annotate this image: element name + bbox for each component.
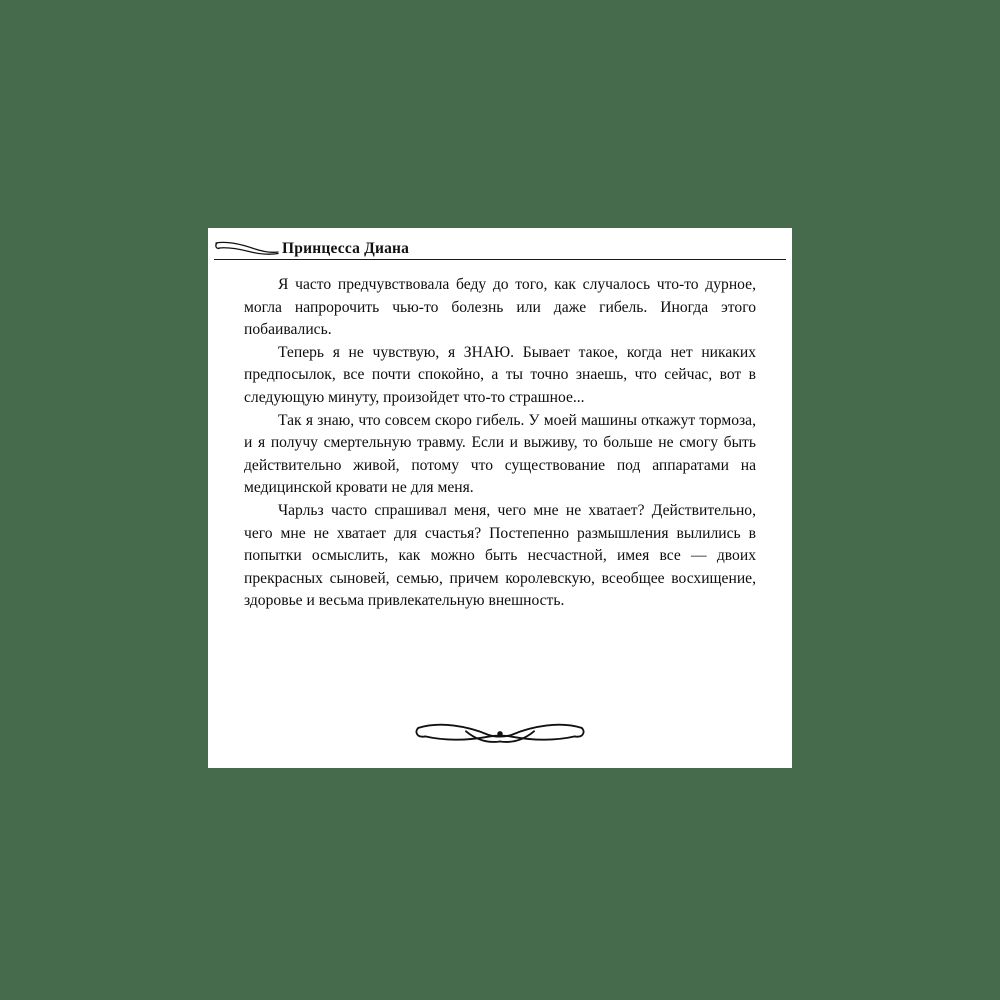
left-scroll-flourish-icon — [214, 238, 280, 260]
page-body — [244, 274, 756, 613]
paragraph: Чарльз часто спрашивал меня, чего мне не хватает? Действительно, чего мне не хватает для счастья? Постепенно размышления вылились в попытки осмыслить, как можно быть несчастной, имея все — двоих прекрасных сыновей, семью, причем королевскую, всеобщее восхищение, здоровье и весьма привлекательную внешность. — [244, 501, 756, 610]
page-title: Принцесса Диана — [282, 240, 410, 257]
paragraph: Так я знаю, что совсем скоро гибель. У моей машины откажут тормоза, и я получу смертельную травму. Если и выживу, то больше не смогу быть действительно живой, потому что существование под аппаратами на медицинской кровати не для меня. — [244, 411, 756, 497]
paragraph: Я часто предчувствовала беду до того, как случалось что-то дурное, могла напророчить чью-то болезнь или даже гибель. Иногда этого побаивались. — [244, 276, 756, 339]
center-ornament-flourish-icon — [405, 716, 595, 750]
page-content — [208, 228, 792, 768]
header-divider — [214, 259, 786, 260]
book-page — [208, 228, 792, 768]
paragraph: Теперь я не чувствую, я ЗНАЮ. Бывает такое, когда нет никаких предпосылок, все почти спокойно, а ты точно знаешь, что сейчас, вот в следующую минуту, произойдет что-то страшное... — [244, 343, 756, 406]
